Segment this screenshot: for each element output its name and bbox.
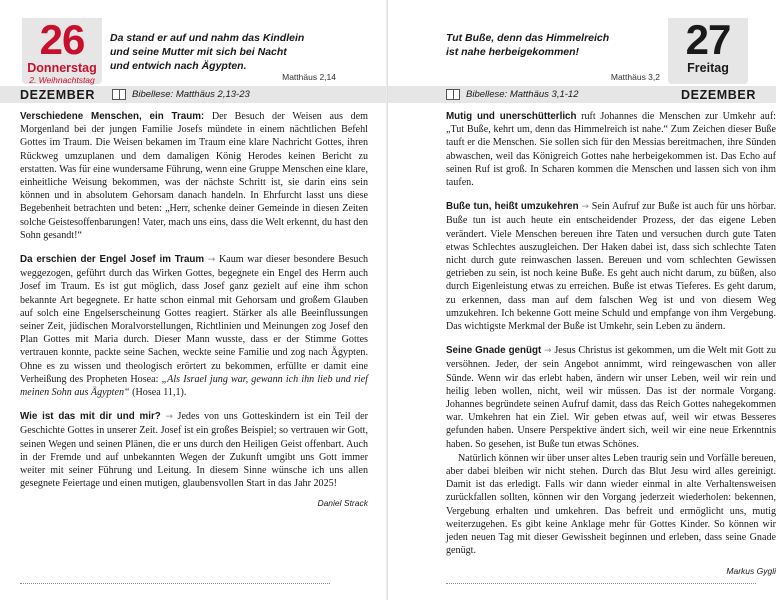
month-label: DEZEMBER <box>681 88 756 102</box>
dotted-divider <box>20 583 330 584</box>
paragraph-text: Jesus Christus ist gekommen, um die Welt mit Gott zu versöhnen. Jeder, der sein Angebot annimmt, wird reingewaschen von aller Sünde. Wenn wir das erlebt haben, ändern wir unser Leben, weil wir rein und heilig leben wollen, nicht, weil wir müssen. Das ist der normale Vorgang. Johannes begründete seinen Aufruf damit, dass das Reich Gottes nahegekommen war. Umkehren hat ein Ziel. Wir geben etwas auf, weil wir etwas Besseres gefunden haben. Unsere Perspektive ändert sich, weil wir eine neue Erkenntnis haben. So gesehen, ist Buße tun etwas Schönes. <box>446 345 776 450</box>
holiday-label: 2. Weihnachtstag <box>29 75 95 85</box>
paragraph <box>446 110 776 189</box>
arrow-icon: → <box>165 412 173 423</box>
paragraph-lead: Buße tun, heißt umzukehren <box>446 201 579 213</box>
arrow-icon: → <box>207 255 216 266</box>
paragraph-lead: Wie ist das mit dir und mir? <box>20 411 161 423</box>
paragraph-text: Jedes von uns Gotteskindern ist ein Teil der Geschichte Gottes in unserer Zeit. Josef ist ein großes Beispiel; so vertrauen wir Gott, seinen Wegen und seinen Plänen, die er uns durch den Heiligen Geist offenbart. Auch in der Fremde und auf unbekannten Wegen der Zukunft umgibt uns Gott immer weiter mit seiner Führung und Leitung. In diesem Sinne wünsche ich uns allen gesegnete Feiertage und einen mutigen, glaubensvollen Start in das Jahr 2025! <box>20 411 368 490</box>
author-name: Daniel Strack <box>317 498 368 509</box>
daily-verse <box>446 31 656 59</box>
verse-line: Da stand er auf und nahm das Kindlein <box>110 32 305 44</box>
paragraph-text: ruft Johannes die Menschen zur Umkehr auf: „Tut Buße, kehrt um, denn das Himmelreich ist nahe.“ Zum Zeichen dieser Buße tauft er die Menschen. Sie sollen sich für den Messias bereitmachen, ihre Sünden abwaschen, weil das Königreich Gottes nahe herbeigekommen ist. Das Echo auf seinen Ruf ist groß. In Scharen kommen die Menschen und lassen sich von ihm taufen. <box>446 111 776 189</box>
arrow-icon: → <box>581 202 589 213</box>
hosea-quote: „Als Israel jung war, gewann ich ihn lieb und rief meinen Sohn aus Ägypten“ <box>20 373 368 399</box>
paragraph-continuation: Natürlich können wir über unser altes Leben traurig sein und Vorfälle bereuen, aber dabei bleiben wir nicht stehen. Durch das Blut Jesu wird alles gereinigt. Damit ist das erledigt. Falls wir dann wieder einmal in alte Verhaltensweisen zurückfallen sollten, können wir den Vorgang jederzeit wiederholen: bekennen, Vergebung erhalten und umkehren. Das befreit und ermöglicht uns, mutig weiterzugehen. Es gibt keine Anklage mehr für Gottes Kinder. So können wir jeden neuen Tag mit dieser Gewissheit beginnen und erleben, dass seine Gnade genügt. <box>446 452 776 557</box>
paragraph <box>20 410 368 490</box>
verse-reference: Matthäus 3,2 <box>610 72 660 82</box>
day-number: 27 <box>685 16 731 63</box>
verse-line: Tut Buße, denn das Himmelreich <box>446 32 610 44</box>
paragraph-text: Der Besuch der Weisen aus dem Morgenland bei der jungen Familie Josefs mündete in einem nächtlichen Befehl Gottes im Traum. Die Weisen bekamen im Traum eine klare Nachricht Gottes, ihren Rückweg umzuplanen und dem damaligen König Herodes keinen Bericht zu erstatten. Was für eine wundersame Führung, wenn eine Gruppe Menschen eine klare, einheitliche Weisung bekommen, was der nächste Schritt ist, sie darin eins sein können und in absolutem Gehorsam danach handeln. In Ehrfurcht lasst uns diese Begebenheit betrachten und beten: „Herr, schenke deiner Gemeinde in diesen Zeiten solche Geistesoffenbarungen! Vater, mach uns eins, dass die Welt erkennt, du hast den Sohn gesandt!“ <box>20 111 368 241</box>
date-box <box>668 18 748 84</box>
paragraph-lead: Mutig und unerschütterlich <box>446 111 577 122</box>
devotional-text <box>20 110 368 511</box>
weekday: Donnerstag <box>27 61 97 75</box>
paragraph <box>446 200 776 333</box>
date-box <box>22 18 102 84</box>
verse-line: und seine Mutter mit sich bei Nacht <box>110 46 287 58</box>
paragraph-lead: Da erschien der Engel Josef im Traum <box>20 254 205 266</box>
quote-reference: (Hosea 11,1). <box>129 387 187 399</box>
verse-line: und entwich nach Ägypten. <box>110 60 247 72</box>
bible-reading: Bibellese: Matthäus 2,13-23 <box>132 89 250 100</box>
paragraph-text: Kaum war dieser besondere Besuch weggezogen, geführt durch das Wirken Gottes, begegnete ein Engel des Herrn auch Josef im Traum. Es ist gut möglich, dass Josef ganz gezielt auf eine ihm schon bekannte Art begegnete. Er hatte schon einmal mit Gehorsam und großem Glauben auf solch eine Engelserscheinung Gottes reagiert. Stärker als alle Beeinflussungen seiner Zeit, jüdischen Moralvorstellungen, Richtlinien und Meinungen zog Josef den Plan Gottes mit Maria durch. Dieser Mann wusste, dass er der Stimme Gottes vertrauen konnte, packte seine Sachen, weckte seine Familie und zog nach Ägypten. Ohne es zu wissen und theologisch erörtert zu bekommen, erfüllte er damit eine Verheißung des Propheten Hosea: <box>20 254 369 385</box>
paragraph <box>20 253 368 399</box>
verse-reference: Matthäus 2,14 <box>282 72 336 82</box>
verse-line: ist nahe herbeigekommen! <box>446 46 580 58</box>
daily-verse <box>110 31 320 73</box>
paragraph-text: Sein Aufruf zur Buße ist auch für uns hörbar. Buße tun ist auch heute ein entscheidender Prozess, der das eigene Leben verändert. Viele Menschen bereuen ihre Taten und versuchen durch gute Taten etwas Schlechtes auszugleichen. Der Haken dabei ist, dass sich schlechte Taten nicht durch gute reinwaschen lassen. Bereuen und vom schlechten Gewissen getrieben zu sein, ist noch keine Buße. Es geht auch nicht darum, zu büßen, also durch Eigenleistung etwas zu erreichen. Buße ist etwas Tieferes. Es geht darum, zu erkennen, dass man auf dem falschen Weg ist und von diesem Weg umzukehren. Ich bekenne Gott meine Schuld und empfange von ihm Vergebung. Das wichtigste Merkmal der Buße ist Umkehr, sein Leben zu ändern. <box>446 201 776 333</box>
devotional-text <box>446 110 776 578</box>
paragraph <box>20 110 368 242</box>
paragraph-lead: Seine Gnade genügt <box>446 345 542 357</box>
month-label: DEZEMBER <box>20 88 95 102</box>
dotted-divider <box>446 583 756 584</box>
day-number: 26 <box>39 16 85 63</box>
author-name: Markus Gygli <box>726 565 776 576</box>
bible-book-icon <box>446 89 460 100</box>
right-page <box>388 0 776 600</box>
weekday: Freitag <box>687 61 729 75</box>
arrow-icon: → <box>544 346 552 357</box>
bible-book-icon <box>112 89 126 100</box>
bible-reading: Bibellese: Matthäus 3,1-12 <box>466 89 579 100</box>
paragraph <box>446 344 776 451</box>
paragraph-lead: Verschiedene Menschen, ein Traum: <box>20 111 205 122</box>
